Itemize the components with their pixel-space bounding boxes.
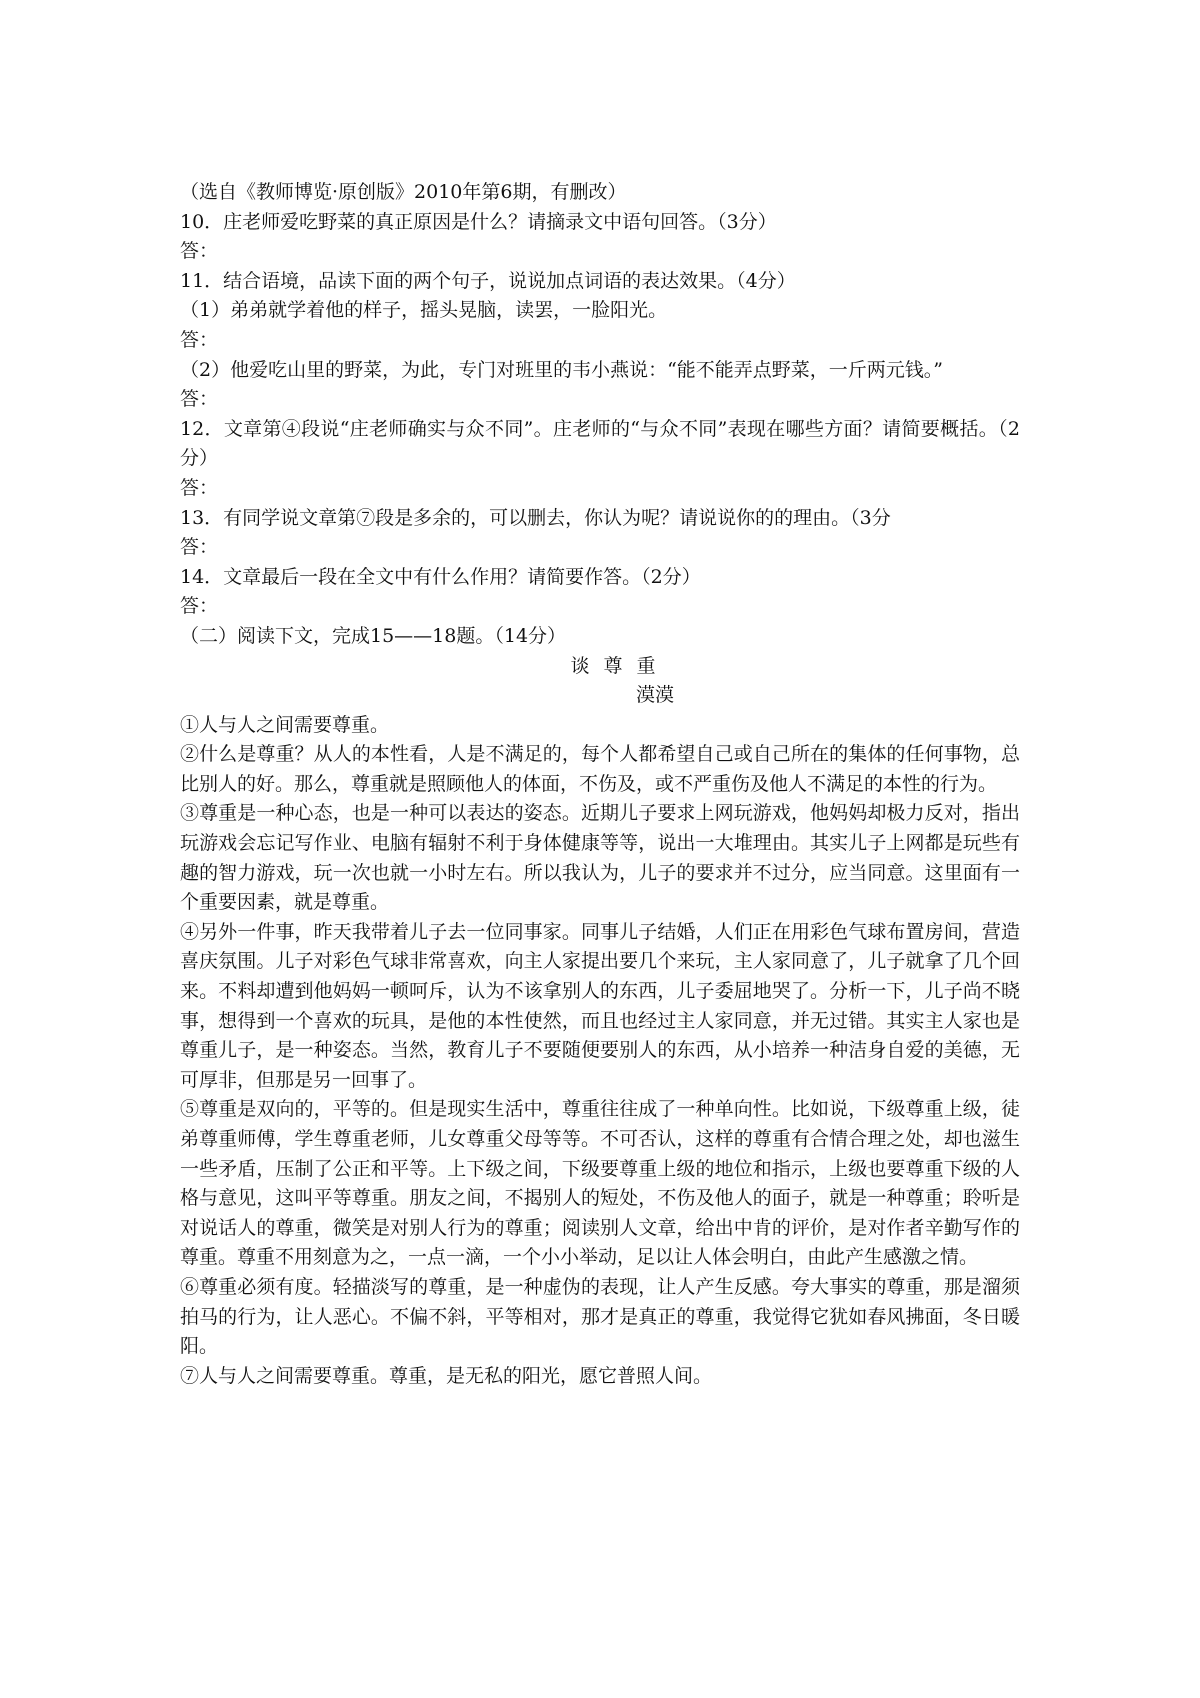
article-author: 漠漠 <box>635 684 674 707</box>
article-paragraph-6: ⑥尊重必须有度。轻描淡写的尊重，是一种虚伪的表现，让人产生反感。夸大事实的尊重，那是溜须拍马的行为，让人恶心。不偏不斜，平等相对，那才是真正的尊重，我觉得它犹如春风拂面，冬日暖阳。 <box>180 1275 1020 1358</box>
article-paragraph-1: ①人与人之间需要尊重。 <box>180 713 390 736</box>
article-paragraph-4: ④另外一件事，昨天我带着儿子去一位同事家。同事儿子结婚，人们正在用彩色气球布置房间，营造喜庆氛围。儿子对彩色气球非常喜欢，向主人家提出要几个来玩，主人家同意了，儿子就拿了几个回来。不料却遭到他妈妈一顿呵斥，认为不该拿别人的东西，儿子委屈地哭了。分析一下，儿子尚不晓事，想得到一个喜欢的玩具，是他的本性使然，而且也经过主人家同意，并无过错。其实主人家也是尊重儿子，是一种姿态。当然，教育儿子不要随便要别人的东西，从小培养一种洁身自爱的美德，无可厚非，但那是另一回事了。 <box>180 920 1020 1091</box>
answer-label: 答： <box>180 536 219 559</box>
article-title: 谈尊重 <box>570 654 670 677</box>
question-12: 12．文章第④段说“庄老师确实与众不同”。庄老师的“与众不同”表现在哪些方面？请简要概括。（2分） <box>180 417 1020 470</box>
article-paragraph-3: ③尊重是一种心态，也是一种可以表达的姿态。近期儿子要求上网玩游戏，他妈妈却极力反对，指出玩游戏会忘记写作业、电脑有辐射不利于身体健康等等，说出一大堆理由。其实儿子上网都是玩些有趣的智力游戏，玩一次也就一小时左右。所以我认为，儿子的要求并不过分，应当同意。这里面有一个重要因素，就是尊重。 <box>180 802 1020 914</box>
exam-page <box>180 178 1020 1391</box>
question-10: 10．庄老师爱吃野菜的真正原因是什么？请摘录文中语句回答。（3分） <box>180 210 777 233</box>
answer-label: 答： <box>180 388 219 411</box>
question-11: 11．结合语境，品读下面的两个句子，说说加点词语的表达效果。（4分） <box>180 269 796 292</box>
question-13: 13．有同学说文章第⑦段是多余的，可以删去，你认为呢？请说说你的的理由。（3分 <box>180 506 891 529</box>
article-paragraph-2: ②什么是尊重？从人的本性看，人是不满足的，每个人都希望自己或自己所在的集体的任何事物，总比别人的好。那么，尊重就是照顾他人的体面，不伤及，或不严重伤及他人不满足的本性的行为。 <box>180 743 1020 795</box>
answer-label: 答： <box>180 476 219 499</box>
article-paragraph-7: ⑦人与人之间需要尊重。尊重，是无私的阳光，愿它普照人间。 <box>180 1364 713 1387</box>
question-11-1: （1）弟弟就学着他的样子，摇头晃脑，读罢，一脸阳光。 <box>180 299 668 322</box>
answer-label: 答： <box>180 328 219 351</box>
article-paragraph-5: ⑤尊重是双向的，平等的。但是现实生活中，尊重往往成了一种单向性。比如说，下级尊重上级，徒弟尊重师傅，学生尊重老师，儿女尊重父母等等。不可否认，这样的尊重有合情合理之处，却也滋生一些矛盾，压制了公正和平等。上下级之间，下级要尊重上级的地位和指示，上级也要尊重下级的人格与意见，这叫平等尊重。朋友之间，不揭别人的短处，不伤及他人的面子，就是一种尊重；聆听是对说话人的尊重，微笑是对别人行为的尊重；阅读别人文章，给出中肯的评价，是对作者辛勤写作的尊重。尊重不用刻意为之，一点一滴，一个小小举动，足以让人体会明白，由此产生感激之情。 <box>180 1098 1020 1269</box>
question-14: 14．文章最后一段在全文中有什么作用？请简要作答。（2分） <box>180 565 701 588</box>
answer-label: 答： <box>180 240 219 263</box>
question-11-2: （2）他爱吃山里的野菜，为此，专门对班里的韦小燕说：“能不能弄点野菜，一斤两元钱。” <box>180 358 944 381</box>
section-heading: （二）阅读下文，完成15——18题。（14分） <box>180 624 567 647</box>
source-note: （选自《教师博览·原创版》2010年第6期，有删改） <box>180 181 627 203</box>
answer-label: 答： <box>180 595 219 618</box>
